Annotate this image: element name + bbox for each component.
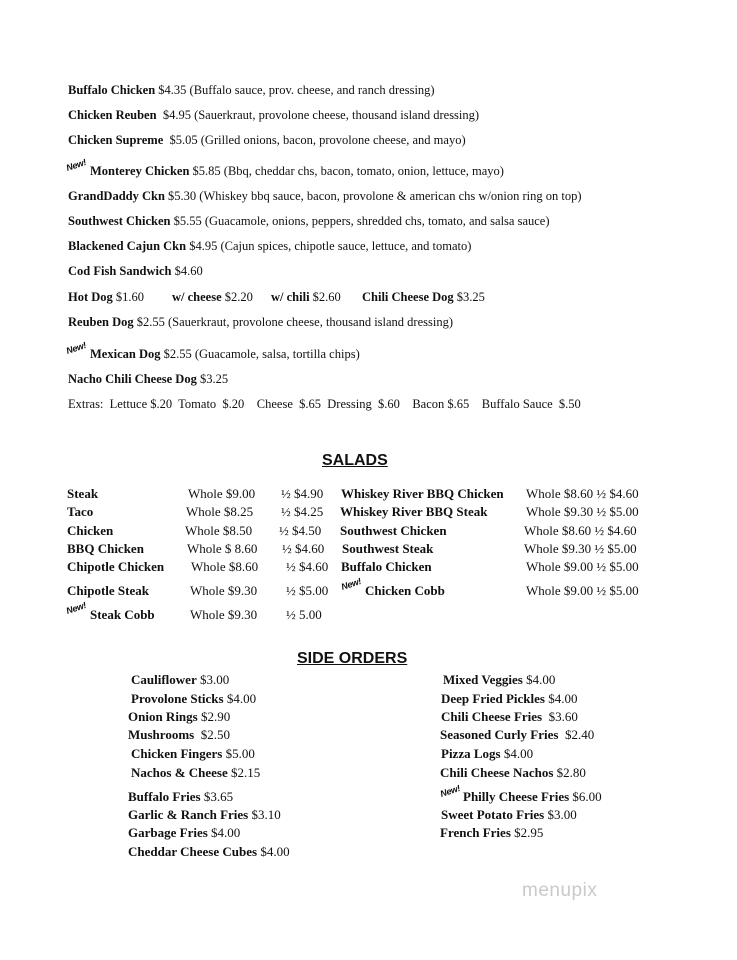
extras-line: Extras: Lettuce $.20 Tomato $.20 Cheese $.65 Dressing $.60 Bacon $.65 Buffalo Sauce $.50 [68,397,581,411]
side-name: Provolone Sticks [131,691,224,706]
side-price: $6.00 [569,789,602,804]
side-item [443,672,555,688]
side-orders-heading: SIDE ORDERS [297,650,408,667]
item-detail: $2.55 (Sauerkraut, provolone cheese, thousand island dressing) [133,315,454,329]
salad-half-price: ½ $4.50 [279,523,322,538]
menu-item [68,214,550,229]
salad-price: Whole $9.00 ½ $5.00 [526,559,639,574]
salad-whole-price: Whole $8.25 [186,504,254,519]
item-name: GrandDaddy Ckn [68,189,165,203]
salad-half-price: ½ $4.90 [281,486,324,501]
side-price: $3.00 [196,672,230,687]
item-name: w/ cheese [172,290,222,304]
hotdog-chili-cheese [362,290,485,305]
menu-item [68,264,203,279]
side-price: $2.90 [197,709,231,724]
side-price: $2.40 [558,727,595,742]
side-name: Garbage Fries [128,825,208,840]
side-name: Philly Cheese Fries [463,789,570,804]
item-name: Chicken Reuben [68,108,157,122]
side-price: $3.60 [542,709,578,724]
menu-item [68,189,582,204]
salad-half-price: ½ 5.00 [286,607,322,622]
side-name: Buffalo Fries [128,789,201,804]
new-badge: New! [64,600,88,616]
side-price: $2.80 [553,765,586,780]
salad-name: Southwest Steak [342,541,434,556]
salad-name: Whiskey River BBQ Chicken [341,486,504,501]
new-badge: New! [64,157,88,173]
salad-whole-price: Whole $ 8.60 [187,541,258,556]
new-badge: New! [339,576,363,592]
side-price: $2.15 [227,765,261,780]
salad-price: Whole $8.60 ½ $4.60 [524,523,637,538]
side-name: Mixed Veggies [443,672,523,687]
side-price: $4.00 [257,844,290,859]
side-name: Sweet Potato Fries [441,807,545,822]
salad-whole-price: Whole $8.50 [185,523,253,538]
salad-name: Southwest Chicken [340,523,447,538]
salad-whole-price: Whole $9.30 [190,607,258,622]
item-name: w/ chili [271,290,310,304]
salad-half-price: ½ $4.60 [282,541,325,556]
salad-name: Steak [67,486,99,501]
item-detail: $3.25 [196,372,229,386]
side-price: $4.00 [522,672,556,687]
side-name: Mushrooms [128,727,195,742]
side-item [128,844,290,860]
side-item [131,765,260,781]
item-name: Chili Cheese Dog [362,290,454,304]
side-item [128,709,230,725]
side-price: $4.00 [223,691,257,706]
salad-whole-price: Whole $8.60 [191,559,259,574]
side-item [441,691,577,707]
side-item [131,746,255,762]
item-detail: $5.05 (Grilled onions, bacon, provolone cheese, and mayo) [163,133,466,147]
salad-name: BBQ Chicken [67,541,144,556]
side-price: $3.65 [200,789,234,804]
menu-item [90,164,504,179]
menu-item [90,347,360,362]
hotdog-cheese [172,290,253,305]
item-detail: $2.55 (Guacamole, salsa, tortilla chips) [160,347,360,361]
watermark-logo: menupix [522,880,598,901]
side-item [440,727,594,743]
item-detail: $4.95 (Cajun spices, chipotle sauce, lettuce, and tomato) [186,239,472,253]
hotdog-chili [271,290,341,305]
item-name: Blackened Cajun Ckn [68,239,187,253]
salads-heading: SALADS [322,452,388,469]
side-name: Garlic & Ranch Fries [128,807,249,822]
item-detail: $5.30 (Whiskey bbq sauce, bacon, provolone & american chs w/onion ring on top) [164,189,582,203]
item-detail: $4.60 [171,264,203,278]
item-detail: $4.95 (Sauerkraut, provolone cheese, thousand island dressing) [156,108,480,122]
item-price: $3.25 [453,290,485,304]
side-name: Chili Cheese Nachos [440,765,554,780]
side-price: $4.00 [544,691,578,706]
item-name: Cod Fish Sandwich [68,264,172,278]
item-name: Monterey Chicken [90,164,190,178]
side-item [441,807,577,823]
side-item [463,789,602,805]
menu-item [68,315,453,330]
side-item [131,672,229,688]
side-name: Cauliflower [131,672,197,687]
side-item [128,789,233,805]
side-name: French Fries [440,825,511,840]
side-name: Pizza Logs [441,746,501,761]
side-item [128,727,230,743]
salad-half-price: ½ $4.60 [286,559,329,574]
side-price: $4.00 [500,746,534,761]
hotdog-plain [68,290,144,305]
salad-name: Steak Cobb [90,607,155,622]
menu-item [68,133,466,148]
item-name: Hot Dog [68,290,113,304]
menu-item [68,83,435,98]
side-price: $5.00 [222,746,255,761]
side-item [441,746,533,762]
side-item [441,709,578,725]
salad-half-price: ½ $5.00 [286,583,329,598]
side-price: $2.50 [194,727,230,742]
item-price: $2.60 [309,290,341,304]
salad-name: Taco [67,504,94,519]
salad-name: Chipotle Steak [67,583,149,598]
item-name: Nacho Chili Cheese Dog [68,372,197,386]
new-badge: New! [64,340,88,356]
side-item [128,807,281,823]
item-name: Mexican Dog [90,347,161,361]
side-price: $3.10 [248,807,281,822]
salad-name: Chipotle Chicken [67,559,165,574]
item-detail: $4.35 (Buffalo sauce, prov. cheese, and ranch dressing) [155,83,435,97]
item-name: Southwest Chicken [68,214,171,228]
item-price: $1.60 [112,290,145,304]
side-item [440,825,543,841]
salad-price: Whole $9.30 ½ $5.00 [526,504,639,519]
side-name: Chicken Fingers [131,746,223,761]
side-price: $2.95 [510,825,544,840]
side-name: Deep Fried Pickles [441,691,545,706]
side-item [131,691,256,707]
salad-price: Whole $8.60 ½ $4.60 [526,486,639,501]
menu-item [68,372,228,387]
item-price: $2.20 [221,290,253,304]
side-item [128,825,240,841]
side-price: $3.00 [544,807,577,822]
salad-whole-price: Whole $9.00 [188,486,256,501]
salad-whole-price: Whole $9.30 [190,583,258,598]
menu-item [68,108,479,123]
side-item [440,765,586,781]
item-detail: $5.55 (Guacamole, onions, peppers, shredded chs, tomato, and salsa sauce) [170,214,550,228]
salad-price: Whole $9.30 ½ $5.00 [524,541,637,556]
item-detail: $5.85 (Bbq, cheddar chs, bacon, tomato, onion, lettuce, mayo) [189,164,504,178]
side-price: $4.00 [207,825,241,840]
salad-name: Buffalo Chicken [341,559,432,574]
side-name: Onion Rings [128,709,198,724]
side-name: Seasoned Curly Fries [440,727,559,742]
item-name: Reuben Dog [68,315,134,329]
menu-item [68,239,471,254]
side-name: Cheddar Cheese Cubes [128,844,258,859]
salad-price: Whole $9.00 ½ $5.00 [526,583,639,598]
item-name: Chicken Supreme [68,133,164,147]
side-name: Chili Cheese Fries [441,709,543,724]
salad-name: Chicken Cobb [365,583,445,598]
salad-name: Whiskey River BBQ Steak [340,504,488,519]
new-badge: New! [438,783,462,799]
salad-half-price: ½ $4.25 [281,504,324,519]
side-name: Nachos & Cheese [131,765,228,780]
item-name: Buffalo Chicken [68,83,156,97]
salad-name: Chicken [67,523,114,538]
